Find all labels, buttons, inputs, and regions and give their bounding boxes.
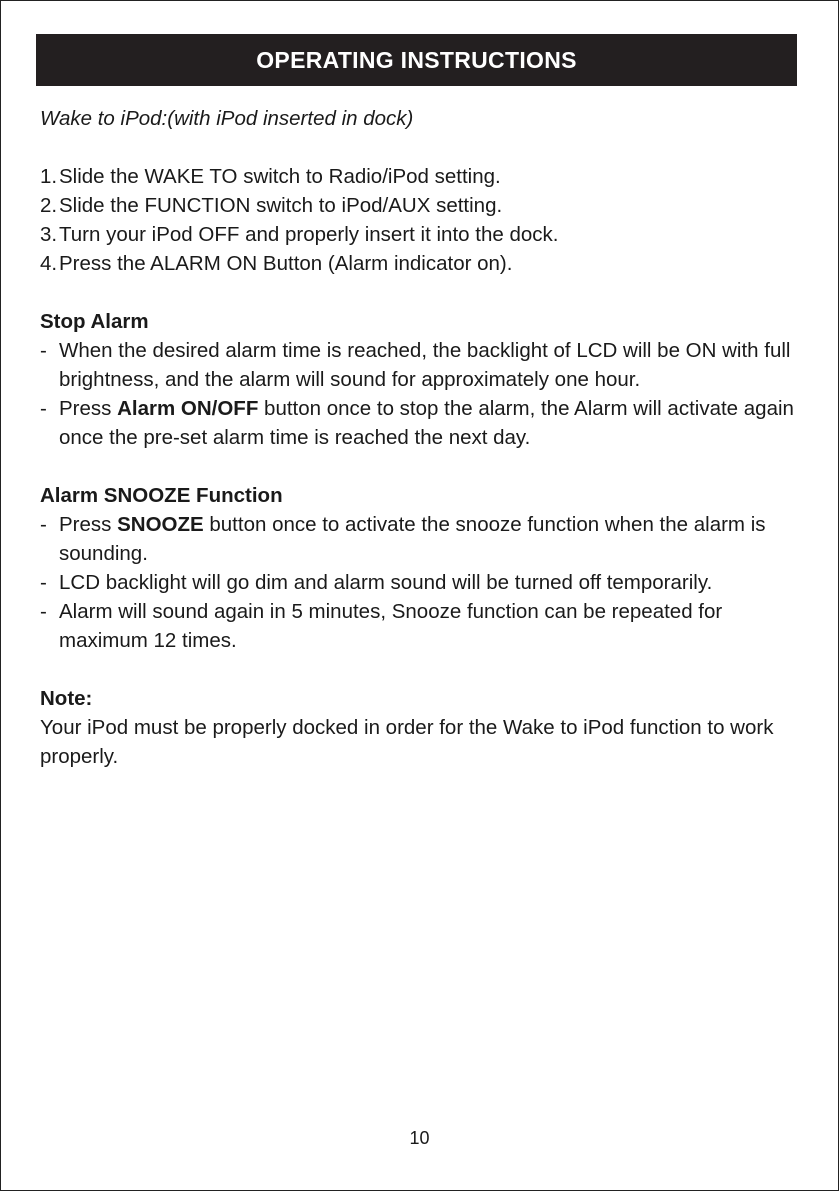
step-item <box>40 191 800 220</box>
list-item <box>40 394 800 452</box>
bullet-dash: - <box>40 397 47 420</box>
bullet-text-post: button once to activate the snooze function when the alarm is sounding. <box>59 513 766 565</box>
stop-alarm-heading: Stop Alarm <box>40 310 149 333</box>
step-item <box>40 220 800 249</box>
list-item <box>40 597 800 655</box>
list-item <box>40 510 800 568</box>
instructions-content <box>40 104 800 771</box>
note-text: Your iPod must be properly docked in order for the Wake to iPod function to work properly. <box>40 716 774 768</box>
bullet-text: Alarm will sound again in 5 minutes, Snooze function can be repeated for maximum 12 times. <box>59 600 723 652</box>
step-text: Slide the FUNCTION switch to iPod/AUX setting. <box>59 194 503 217</box>
step-text: Slide the WAKE TO switch to Radio/iPod setting. <box>59 165 501 188</box>
alarm-on-off-label: Alarm ON/OFF <box>117 397 259 420</box>
step-number: 4. <box>40 252 58 275</box>
list-item <box>40 568 800 597</box>
step-number: 2. <box>40 194 58 217</box>
step-text: Press the ALARM ON Button (Alarm indicator on). <box>59 252 513 275</box>
bullet-text-pre: Press <box>59 397 118 420</box>
stop-alarm-list <box>40 336 800 452</box>
snooze-label: SNOOZE <box>117 513 204 536</box>
list-item <box>40 336 800 394</box>
bullet-dash: - <box>40 600 47 623</box>
snooze-heading: Alarm SNOOZE Function <box>40 484 283 507</box>
note-heading: Note: <box>40 687 93 710</box>
bullet-dash: - <box>40 339 47 362</box>
step-number: 1. <box>40 165 58 188</box>
step-number: 3. <box>40 223 58 246</box>
bullet-text <box>59 394 800 452</box>
bullet-dash: - <box>40 513 47 536</box>
snooze-list <box>40 510 800 655</box>
bullet-dash: - <box>40 571 47 594</box>
wake-steps-list <box>40 162 800 278</box>
bullet-text: When the desired alarm time is reached, the backlight of LCD will be ON with full brightness, and the alarm will sound for approximately one hour. <box>59 339 791 391</box>
bullet-text: LCD backlight will go dim and alarm sound will be turned off temporarily. <box>59 571 713 594</box>
step-item <box>40 249 800 278</box>
page-title: OPERATING INSTRUCTIONS <box>256 46 577 73</box>
bullet-text-post: button once to stop the alarm, the Alarm will activate again once the pre-set alarm time is reached the next day. <box>59 397 794 449</box>
step-item <box>40 162 800 191</box>
bullet-text-pre: Press <box>59 513 118 536</box>
step-text: Turn your iPod OFF and properly insert it into the dock. <box>59 223 559 246</box>
section-header-bar <box>36 34 797 86</box>
wake-subtitle: Wake to iPod:(with iPod inserted in dock) <box>40 107 414 130</box>
page-number: 10 <box>409 1128 430 1148</box>
bullet-text <box>59 510 800 568</box>
